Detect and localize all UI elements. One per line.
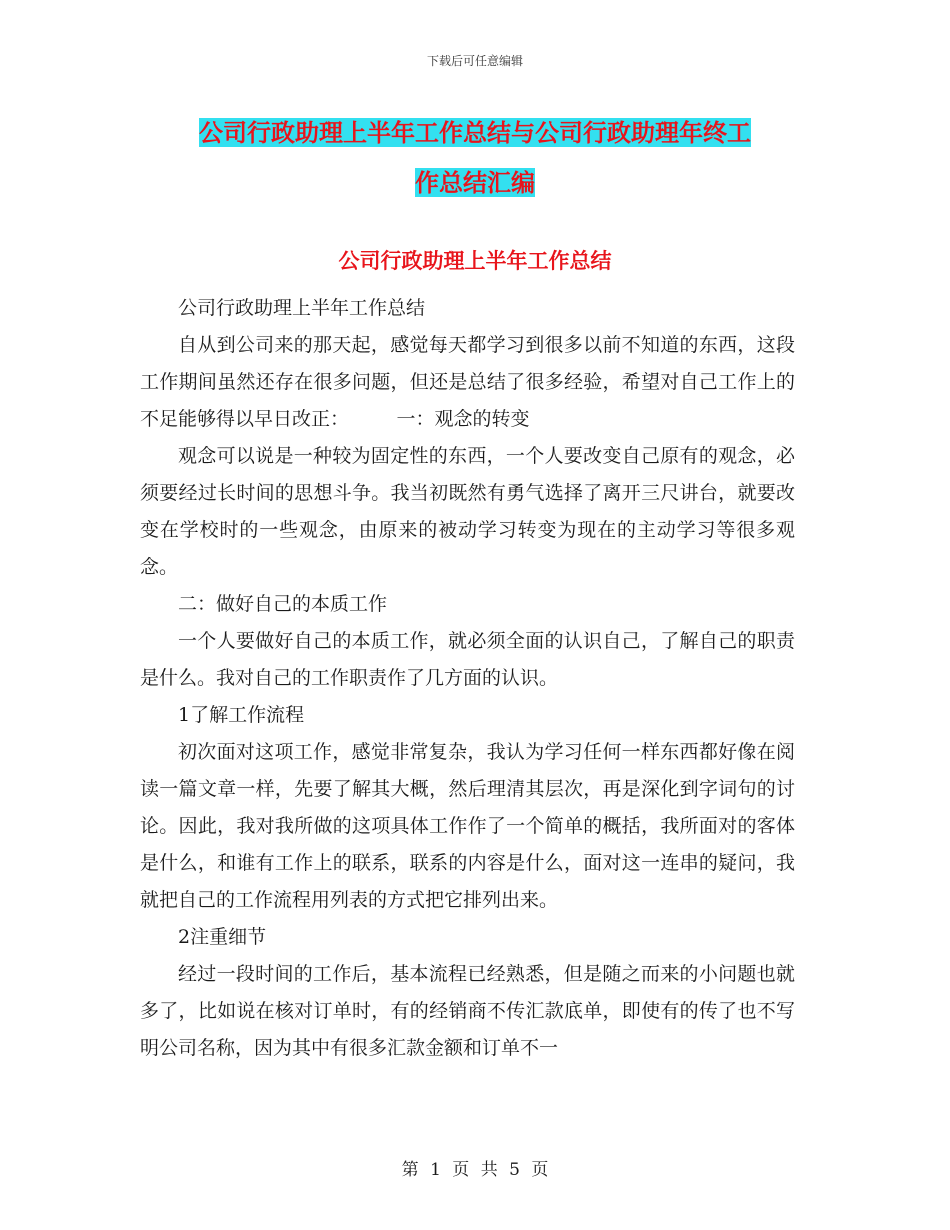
paragraph: 初次面对这项工作，感觉非常复杂，我认为学习任何一样东西都好像在阅读一篇文章一样，先要了解其大概，然后理清其层次，再是深化到字词句的讨论。因此，我对我所做的这项具体工作作了一个简单的概括，我所面对的客体是什么，和谁有工作上的联系，联系的内容是什么，面对这一连串的疑问，我就把自己的工作流程用列表的方式把它排列出来。 [140, 741, 795, 911]
document-title-line-2: 作总结汇编 [415, 168, 535, 197]
paragraph: 观念可以说是一种较为固定性的东西，一个人要改变自己原有的观念，必须要经过长时间的思想斗争。我当初既然有勇气选择了离开三尺讲台，就要改变在学校时的一些观念，由原来的被动学习转变为现在的主动学习等很多观念。 [140, 445, 795, 578]
paragraph-heading: 二：做好自己的本质工作 [178, 593, 388, 615]
document-title [140, 108, 810, 208]
paragraph: 公司行政助理上半年工作总结 [178, 297, 426, 319]
document-body [140, 290, 795, 1067]
paragraph-heading: 2注重细节 [178, 926, 267, 948]
paragraph-heading: 1了解工作流程 [178, 704, 305, 726]
paragraph: 自从到公司来的那天起，感觉每天都学习到很多以前不知道的东西，这段工作期间虽然还存在很多问题，但还是总结了很多经验，希望对自己工作上的不足能够得以早日改正： 一：观念的转变 [140, 334, 795, 430]
paragraph: 一个人要做好自己的本质工作，就必须全面的认识自己，了解自己的职责是什么。我对自己的工作职责作了几方面的认识。 [140, 630, 795, 689]
paragraph: 经过一段时间的工作后，基本流程已经熟悉，但是随之而来的小问题也就多了，比如说在核对订单时，有的经销商不传汇款底单，即使有的传了也不写明公司名称，因为其中有很多汇款金额和订单不一 [140, 963, 795, 1059]
document-title-line-1: 公司行政助理上半年工作总结与公司行政助理年终工 [199, 118, 751, 147]
section-title: 公司行政助理上半年工作总结 [338, 248, 612, 273]
page-number-footer: 第 1 页 共 5 页 [401, 1160, 549, 1180]
header-note: 下载后可任意编辑 [426, 54, 523, 68]
